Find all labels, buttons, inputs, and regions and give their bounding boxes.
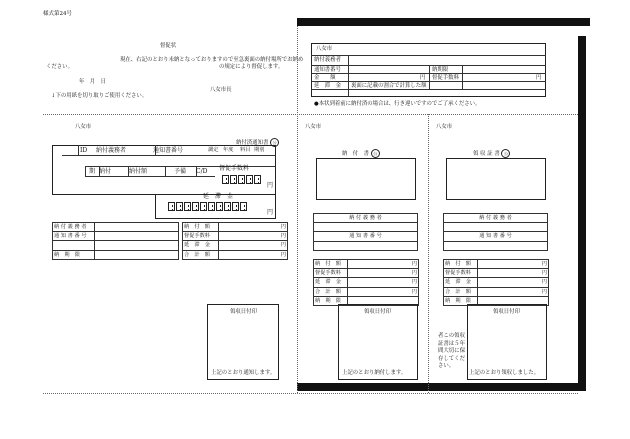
panel1-notice-label-text: 納付済通知書: [236, 140, 269, 146]
panel3-top-row-0: 納 付 義 務 者: [444, 214, 548, 223]
panel3-title: 領 収 証 書: [473, 151, 500, 157]
panel2-amount-row-3: 合 計 額: [314, 287, 348, 296]
panel3-city: 八女市: [436, 124, 453, 130]
cut-instruction: ↓下の用紙を切り取りご使用ください。: [51, 93, 148, 99]
panel1-row2-paid: 納付: [99, 168, 112, 175]
cut-line-v1: [297, 114, 298, 393]
panel1-right-row-1: 督促手数料: [183, 232, 219, 241]
panel1-row2-reserve: 予備: [174, 168, 187, 175]
form-number: 様式第24号: [43, 11, 72, 17]
panel1-late-label: 延 滞 金: [203, 193, 234, 200]
panel1-left-row-0: 納 付 義 務 者: [53, 223, 95, 232]
panel1-header-id: ID: [80, 147, 88, 154]
summary-row-3-value: 裏面に記載の割合で計算した額: [351, 83, 427, 89]
panel2-amount-row-1: 督促手数料: [314, 269, 348, 278]
panel2-amount-row-2: 延 滞 金: [314, 278, 348, 287]
mailer-frame-right: [578, 36, 586, 388]
summary-row-2-label2: 督促手数料: [432, 75, 459, 81]
panel1-row2-amount: 納付額: [129, 168, 148, 175]
panel1-left-row-2: [53, 241, 95, 250]
summary-row-2-value: 円: [420, 75, 426, 81]
notice-body-line1: 現在、右記のとおり未納となっておりますので至急裏面の納付場所でお納め: [120, 57, 304, 63]
cut-line-top: [43, 114, 578, 115]
panel2-stamp-label: 領収日付印: [364, 309, 391, 315]
panel1-row2-cd: C/D: [196, 168, 208, 175]
panel3-stamp-label: 領収日付印: [493, 309, 520, 315]
panel3-amount-row-1: 督促手数料: [444, 269, 478, 278]
summary-title: 八女市: [316, 46, 333, 52]
summary-row-1-label2: 納期限: [432, 67, 449, 73]
panel1-late-digits: [168, 202, 248, 213]
cut-line-bottom: [43, 393, 578, 394]
panel1-right-row-2: 延 滞 金: [183, 241, 219, 250]
notice-date: 年 月 日: [79, 79, 106, 85]
panel1-late-yen: 円: [267, 209, 274, 216]
panel2-amount-row-0: 納 付 額: [314, 260, 348, 269]
notice-body-line2: ください。: [46, 64, 73, 70]
panel3-amount-row-0: 納 付 額: [444, 260, 478, 269]
panel1-header-item: 料目: [240, 147, 251, 153]
panel1-header-assess: 調定: [208, 147, 219, 153]
notice-mayor: 八女市長: [210, 87, 232, 93]
panel1-header-year: 年度: [223, 147, 234, 153]
panel2-top-row-1: 通 知 書 番 号: [314, 232, 418, 241]
panel1-header-number: 通知書番号: [153, 147, 184, 154]
panel2-amount-table: 納 付 額 円 督促手数料 円 延 滞 金 円 合 計 額 円 納 期 限: [315, 260, 417, 304]
panel1-header-period: 期別: [254, 147, 265, 153]
panel1-stamp-label: 領収日付印: [230, 309, 257, 315]
panel2-amount-row-4: 納 期 限: [314, 296, 348, 305]
panel3-amount-row-4: 納 期 限: [444, 296, 478, 305]
panel1-fee-digits: [222, 175, 262, 186]
panel2-address-box: [316, 158, 416, 200]
panel2-top-row-0: 納 付 義 務 者: [314, 214, 418, 223]
panel1-row2-period: 期: [89, 168, 96, 175]
cut-line-v2: [428, 114, 429, 393]
panel1-left-row-1: 通 知 書 番 号: [53, 232, 95, 241]
panel3-amount-table: 納 付 額 円 督促手数料 円 延 滞 金 円 合 計 額 円 納 期 限: [445, 260, 547, 304]
panel1-right-row-0: 納 付 額: [183, 223, 219, 232]
panel3-keep-note: 者この領収 証書は５年 間大切に保 存してくだ さい。: [438, 333, 465, 370]
panel3-top-row-1: 通 知 書 番 号: [444, 232, 548, 241]
notice-title: 督促状: [160, 43, 177, 49]
panel1-city: 八女市: [75, 124, 92, 130]
panel1-right-row-3: 合 計 額: [183, 250, 219, 259]
panel2-seal-icon: 公: [371, 149, 380, 158]
panel2-title: 納 付 書: [342, 151, 369, 157]
panel3-footer: 上記のとおり領収しました。: [469, 370, 540, 376]
panel1-right-table: 納 付 額 円 督促手数料 円 延 滞 金 円 合 計 額 円: [184, 223, 286, 258]
panel2-title-wrap: [342, 149, 380, 158]
panel2-footer: 上記のとおり納付します。: [342, 370, 407, 376]
mailer-frame-top: [297, 18, 590, 26]
summary-note: ●本状到着前に納付済の場合は、行き違いですのでご了承ください。: [314, 101, 481, 107]
panel3-amount-row-3: 合 計 額: [444, 287, 478, 296]
summary-row-0-label: 納付義務者: [314, 57, 341, 63]
summary-row-1-label: 通知書番号: [314, 67, 341, 73]
panel1-footer: 上記のとおり通知します。: [211, 370, 276, 376]
panel3-address-box: [446, 158, 546, 200]
panel1-left-row-3: 納 期 限: [53, 250, 95, 259]
panel1-fee-yen: 円: [267, 182, 274, 189]
panel2-top-table: [313, 213, 418, 251]
summary-row-2-label: 金 額: [314, 75, 336, 81]
summary-row-3-label: 延 滞 金: [314, 83, 341, 89]
notice-body-line3: の規定により督促します。: [219, 64, 284, 70]
panel2-city: 八女市: [305, 124, 322, 130]
mailer-frame-bottom: [297, 383, 586, 391]
panel1-row2-fee: 督促手数料: [219, 165, 250, 172]
panel3-title-wrap: [473, 149, 510, 158]
panel3-amount-row-2: 延 滞 金: [444, 278, 478, 287]
panel3-seal-icon: 公: [501, 149, 510, 158]
summary-row-2-value2: 円: [536, 75, 542, 81]
panel1-header-payer: 納付義務者: [96, 147, 127, 154]
panel3-top-table: [443, 213, 548, 251]
panel1-seal-icon: 公: [270, 138, 279, 147]
panel1-left-table: [52, 222, 179, 260]
